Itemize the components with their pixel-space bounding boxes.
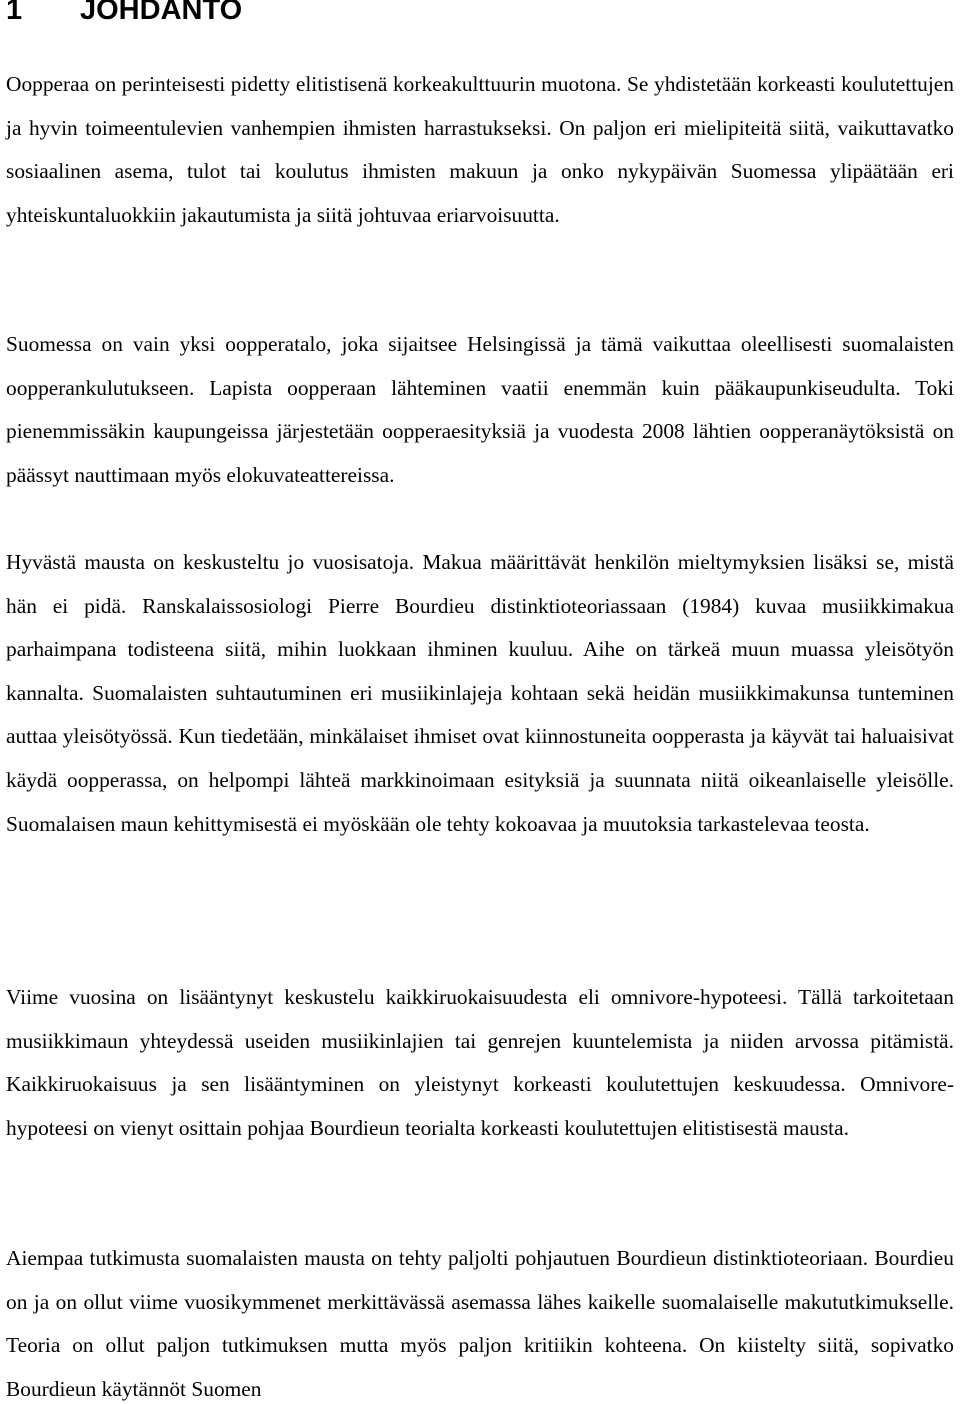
paragraph-opera-house: Suomessa on vain yksi oopperatalo, joka sijaitsee Helsingissä ja tämä vaikuttaa oleellisesti suomalaisten oopperankulutukseen. Lapista oopperaan lähteminen vaatii enemmän kuin pääkaupunkiseudulta. Toki pienemmissäkin kaupungeissa järjestetään oopperaesityksiä ja vuodesta 2008 lähtien oopperanäytöksistä on päässyt nauttimaan myös elokuvateattereissa. — [6, 332, 954, 487]
paragraph-omnivore-hypothesis: Viime vuosina on lisääntynyt keskustelu kaikkiruokaisuudesta eli omnivore-hypoteesi. Tällä tarkoitetaan musiikkimaun yhteydessä useiden musiikinlajien tai genrejen kuuntelemista ja niiden arvossa pitämistä. Kaikkiruokaisuus ja sen lisääntyminen on yleistynyt korkeasti koulutettujen keskuudessa. Omnivore-hypoteesi on vienyt osittain pohjaa Bourdieun teorialta korkeasti koulutettujen elitistisestä mausta. — [6, 985, 954, 1140]
paragraph-taste-bourdieu: Hyvästä mausta on keskusteltu jo vuosisatoja. Makua määrittävät henkilön mieltymyksien lisäksi se, mistä hän ei pidä. Ranskalaissosiologi Pierre Bourdieu distinktioteoriassaan (1984) kuvaa musiikkimakua parhaimpana todisteena siitä, mihin luokkaan ihminen kuuluu. Aihe on tärkeä muun muassa yleisötyön kannalta. Suomalaisten suhtautuminen eri musiikinlajeja kohtaan sekä heidän musiikkimakunsa tunteminen auttaa yleisötyössä. Kun tiedetään, minkälaiset ihmiset ovat kiinnostuneita oopperasta ja käyvät tai haluaisivat käydä oopperassa, on helpompi lähteä markkinoimaan esityksiä ja suunnata niitä oikeanlaiselle yleisölle. Suomalaisen maun kehittymisestä ei myöskään ole tehty kokoavaa ja muutoksia tarkastelevaa teosta. — [6, 550, 954, 836]
chapter-number: 1 — [6, 0, 23, 26]
chapter-heading — [6, 0, 242, 28]
paragraph-previous-research: Aiempaa tutkimusta suomalaisten mausta on tehty paljolti pohjautuen Bourdieun distinktioteoriaan. Bourdieu on ja on ollut viime vuosikymmenet merkittävässä asemassa lähes kaikelle suomalaiselle makututkimukselle. Teoria on ollut paljon tutkimuksen mutta myös paljon kritiikin kohteena. On kiistelty siitä, sopivatko Bourdieun käytännöt Suomen — [6, 1246, 954, 1401]
chapter-title: JOHDANTO — [80, 0, 243, 26]
paragraph-opera-elitism: Oopperaa on perinteisesti pidetty elitistisenä korkeakulttuurin muotona. Se yhdistetään korkeasti koulutettujen ja hyvin toimeentulevien vanhempien ihmisten harrastukseksi. On paljon eri mielipiteitä siitä, vaikuttavatko sosiaalinen asema, tulot tai koulutus ihmisten makuun ja onko nykypäivän Suomessa ylipäätään eri yhteiskuntaluokkiin jakautumista ja siitä johtuvaa eriarvoisuutta. — [6, 72, 954, 227]
